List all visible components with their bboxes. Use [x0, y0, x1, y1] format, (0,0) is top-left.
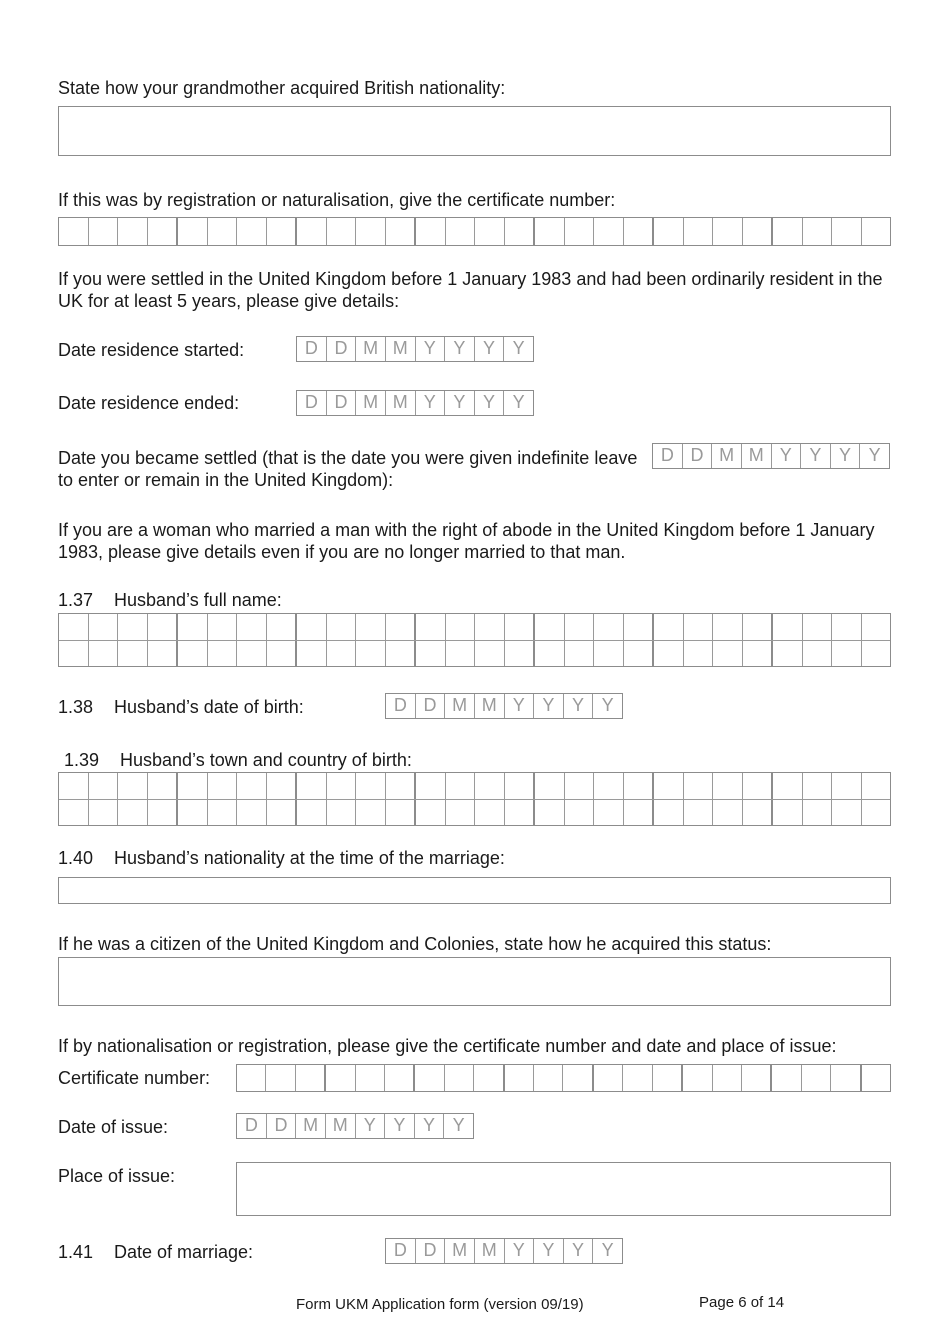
q139-label	[64, 749, 412, 771]
date-digit-placeholder: Y	[563, 694, 593, 718]
char-cell	[236, 641, 266, 667]
char-row	[59, 640, 890, 667]
char-cell	[445, 641, 475, 667]
date-digit-placeholder: D	[244, 1115, 258, 1135]
char-cell	[564, 614, 594, 640]
char-cell	[326, 800, 356, 826]
date-digit-placeholder: M	[474, 1239, 504, 1263]
char-cell	[683, 773, 713, 799]
char-cell	[266, 614, 296, 640]
date-digit-placeholder: Y	[592, 1239, 622, 1263]
date-digit-placeholder: M	[385, 337, 415, 361]
char-cell	[712, 800, 742, 826]
q141-text: Date of marriage:	[114, 1242, 254, 1262]
char-cell	[445, 800, 475, 826]
char-cell	[861, 800, 891, 826]
char-cell	[712, 1065, 741, 1091]
grandmother-nationality-input[interactable]	[58, 106, 891, 156]
date-digit-placeholder: D	[326, 391, 356, 415]
char-cell	[802, 614, 832, 640]
char-cell	[771, 614, 802, 640]
char-cell	[385, 641, 415, 667]
char-cell	[176, 641, 207, 667]
char-cell	[623, 218, 653, 245]
grandmother-nationality-label: State how your grandmother acquired British nationality:	[58, 78, 506, 98]
date-digit-placeholder: D	[393, 695, 407, 715]
place-of-issue-label: Place of issue:	[58, 1166, 176, 1186]
char-cell	[266, 800, 296, 826]
char-cell	[742, 614, 772, 640]
char-cell	[295, 614, 326, 640]
char-cell	[860, 1065, 890, 1091]
char-cell	[147, 614, 177, 640]
q141-number: 1.41	[58, 1242, 94, 1262]
char-cell	[533, 773, 564, 799]
char-cell	[503, 1065, 533, 1091]
became-settled-date[interactable]	[652, 443, 890, 469]
husband-dob-date[interactable]	[385, 693, 623, 719]
date-digit-placeholder: D	[660, 445, 674, 465]
char-cell	[474, 773, 504, 799]
char-cell	[326, 773, 356, 799]
husband-full-name-input[interactable]	[58, 613, 891, 667]
char-cell	[355, 218, 385, 245]
char-cell	[593, 614, 623, 640]
char-cell	[742, 773, 772, 799]
char-cell	[326, 218, 356, 245]
char-cell	[593, 641, 623, 667]
q139-number: 1.39	[64, 750, 100, 770]
char-cell	[236, 800, 266, 826]
char-cell	[533, 614, 564, 640]
char-cell	[861, 773, 891, 799]
date-digit-placeholder: D	[304, 338, 318, 358]
char-cell	[266, 641, 296, 667]
char-cell	[771, 641, 802, 667]
char-cell	[652, 218, 683, 245]
char-cell	[473, 1065, 502, 1091]
char-cell	[59, 641, 88, 667]
char-cell	[533, 800, 564, 826]
char-cell	[117, 800, 147, 826]
char-cell	[861, 641, 891, 667]
char-cell	[236, 218, 266, 245]
char-cell	[266, 218, 296, 245]
char-cell	[504, 773, 534, 799]
char-cell	[830, 1065, 859, 1091]
date-digit-placeholder: M	[355, 391, 385, 415]
char-cell	[504, 218, 534, 245]
char-cell	[831, 614, 861, 640]
char-cell	[117, 614, 147, 640]
q140-number: 1.40	[58, 848, 94, 868]
char-cell	[623, 614, 653, 640]
char-cell	[474, 641, 504, 667]
date-digit-placeholder: M	[741, 444, 771, 468]
char-cell	[295, 641, 326, 667]
char-cell	[355, 614, 385, 640]
husband-cert-number-input[interactable]	[236, 1064, 891, 1092]
char-cell	[445, 218, 475, 245]
char-cell	[771, 800, 802, 826]
char-cell	[474, 800, 504, 826]
char-cell	[385, 773, 415, 799]
char-cell	[295, 218, 326, 245]
char-cell	[59, 218, 88, 245]
date-digit-placeholder: D	[266, 1114, 296, 1138]
place-of-issue-input[interactable]	[236, 1162, 891, 1216]
char-cell	[207, 800, 237, 826]
char-cell	[237, 1065, 265, 1091]
char-cell	[147, 218, 177, 245]
char-cell	[683, 218, 713, 245]
char-cell	[831, 218, 861, 245]
char-cell	[413, 1065, 443, 1091]
footer-page-number: Page 6 of 14	[699, 1294, 785, 1311]
date-digit-placeholder: Y	[563, 1239, 593, 1263]
q137-number: 1.37	[58, 590, 94, 610]
became-settled-label: Date you became settled (that is the date you were given indefinite leave to enter or remain in the United Kingdom):	[58, 448, 638, 490]
char-cell	[683, 800, 713, 826]
date-digit-placeholder: D	[415, 694, 445, 718]
char-cell	[742, 218, 772, 245]
char-cell	[801, 1065, 830, 1091]
char-cell	[741, 1065, 770, 1091]
char-cell	[88, 218, 118, 245]
char-cell	[236, 614, 266, 640]
date-digit-placeholder: Y	[384, 1114, 414, 1138]
date-of-issue-date[interactable]	[236, 1113, 474, 1139]
char-cell	[176, 218, 207, 245]
date-digit-placeholder: Y	[474, 337, 504, 361]
char-cell	[295, 800, 326, 826]
date-digit-placeholder: Y	[474, 391, 504, 415]
date-digit-placeholder: M	[474, 694, 504, 718]
char-cell	[712, 641, 742, 667]
char-cell	[652, 800, 683, 826]
date-digit-placeholder: Y	[504, 1239, 534, 1263]
char-cell	[593, 800, 623, 826]
date-digit-placeholder: Y	[414, 1114, 444, 1138]
char-cell	[593, 218, 623, 245]
char-cell	[802, 218, 832, 245]
char-cell	[652, 1065, 681, 1091]
q138-label	[58, 696, 304, 718]
char-cell	[861, 218, 891, 245]
char-cell	[266, 773, 296, 799]
char-cell	[474, 614, 504, 640]
char-cell	[712, 614, 742, 640]
natreg-label: If by nationalisation or registration, please give the certificate number and date and place of issue:	[58, 1036, 837, 1056]
residence-started-label: Date residence started:	[58, 340, 245, 360]
char-cell	[683, 641, 713, 667]
char-cell	[355, 800, 385, 826]
char-cell	[623, 800, 653, 826]
char-cell	[504, 641, 534, 667]
date-digit-placeholder: Y	[859, 444, 889, 468]
date-digit-placeholder: D	[415, 1239, 445, 1263]
char-cell	[265, 1065, 294, 1091]
char-cell	[88, 800, 118, 826]
date-digit-placeholder: Y	[444, 391, 474, 415]
date-digit-placeholder: Y	[503, 391, 533, 415]
char-cell	[117, 773, 147, 799]
char-cell	[414, 800, 445, 826]
char-cell	[385, 218, 415, 245]
char-cell	[414, 218, 445, 245]
cukc-status-input[interactable]	[58, 957, 891, 1006]
char-cell	[533, 218, 564, 245]
char-cell	[176, 800, 207, 826]
marriage-date[interactable]	[385, 1238, 623, 1264]
date-of-issue-label: Date of issue:	[58, 1117, 169, 1137]
char-cell	[176, 614, 207, 640]
char-cell	[771, 773, 802, 799]
char-cell	[176, 773, 207, 799]
char-cell	[831, 641, 861, 667]
date-digit-placeholder: D	[682, 444, 712, 468]
char-cell	[593, 773, 623, 799]
date-digit-placeholder: Y	[830, 444, 860, 468]
char-cell	[385, 800, 415, 826]
char-cell	[445, 614, 475, 640]
char-cell	[117, 641, 147, 667]
date-digit-placeholder: Y	[771, 444, 801, 468]
date-digit-placeholder: M	[444, 1239, 474, 1263]
char-cell	[59, 614, 88, 640]
char-cell	[592, 1065, 622, 1091]
char-cell	[564, 773, 594, 799]
char-cell	[742, 800, 772, 826]
certificate-number-label: If this was by registration or naturalisation, give the certificate number:	[58, 190, 616, 210]
date-digit-placeholder: M	[385, 391, 415, 415]
char-cell	[326, 614, 356, 640]
char-cell	[355, 641, 385, 667]
char-cell	[444, 1065, 473, 1091]
char-cell	[802, 641, 832, 667]
char-cell	[533, 1065, 562, 1091]
char-cell	[652, 614, 683, 640]
char-cell	[564, 800, 594, 826]
certificate-number-input[interactable]	[58, 217, 891, 246]
footer-form-name: Form UKM Application form (version 09/19)	[296, 1296, 584, 1313]
char-cell	[324, 1065, 354, 1091]
char-cell	[88, 773, 118, 799]
q138-number: 1.38	[58, 697, 94, 717]
char-cell	[652, 773, 683, 799]
char-cell	[207, 773, 237, 799]
char-cell	[712, 773, 742, 799]
char-cell	[861, 614, 891, 640]
char-cell	[385, 614, 415, 640]
q138-text: Husband’s date of birth:	[114, 697, 304, 717]
char-cell	[414, 773, 445, 799]
char-cell	[147, 641, 177, 667]
char-cell	[623, 641, 653, 667]
residence-ended-date[interactable]	[296, 390, 534, 416]
char-cell	[681, 1065, 711, 1091]
char-cell	[147, 800, 177, 826]
char-cell	[445, 773, 475, 799]
date-digit-placeholder: D	[326, 337, 356, 361]
char-row	[59, 773, 890, 799]
char-cell	[117, 218, 147, 245]
husband-nationality-input[interactable]	[58, 877, 891, 904]
q140-text: Husband’s nationality at the time of the marriage:	[114, 848, 505, 868]
char-cell	[207, 218, 237, 245]
date-digit-placeholder: Y	[444, 337, 474, 361]
char-cell	[622, 1065, 651, 1091]
date-digit-placeholder: D	[304, 392, 318, 412]
char-cell	[802, 800, 832, 826]
q139-text: Husband’s town and country of birth:	[120, 750, 412, 770]
date-digit-placeholder: Y	[415, 391, 445, 415]
char-cell	[742, 641, 772, 667]
char-cell	[802, 773, 832, 799]
char-cell	[623, 773, 653, 799]
char-cell	[295, 1065, 324, 1091]
char-cell	[147, 773, 177, 799]
residence-ended-label: Date residence ended:	[58, 393, 240, 413]
char-cell	[562, 1065, 591, 1091]
char-cell	[652, 641, 683, 667]
char-cell	[88, 614, 118, 640]
date-digit-placeholder: M	[444, 694, 474, 718]
char-cell	[207, 641, 237, 667]
char-cell	[414, 641, 445, 667]
char-cell	[88, 641, 118, 667]
husband-birthplace-input[interactable]	[58, 772, 891, 826]
date-digit-placeholder: Y	[415, 337, 445, 361]
char-cell	[683, 614, 713, 640]
date-digit-placeholder: Y	[533, 694, 563, 718]
char-cell	[236, 773, 266, 799]
char-cell	[414, 614, 445, 640]
cert-number-label: Certificate number:	[58, 1068, 211, 1088]
char-cell	[59, 773, 88, 799]
char-cell	[355, 1065, 384, 1091]
char-cell	[831, 773, 861, 799]
q141-label	[58, 1241, 253, 1263]
date-digit-placeholder: Y	[533, 1239, 563, 1263]
date-digit-placeholder: Y	[503, 337, 533, 361]
char-cell	[326, 641, 356, 667]
woman-married-intro: If you are a woman who married a man with the right of abode in the United Kingdom before 1 January 1983, please give details even if you are no longer married to that man.	[58, 520, 875, 562]
char-cell	[474, 218, 504, 245]
date-digit-placeholder: M	[295, 1114, 325, 1138]
q137-text: Husband’s full name:	[114, 590, 282, 610]
char-cell	[504, 800, 534, 826]
char-cell	[504, 614, 534, 640]
date-digit-placeholder: Y	[443, 1114, 473, 1138]
q137-label	[58, 589, 282, 611]
date-digit-placeholder: D	[393, 1240, 407, 1260]
char-cell	[771, 218, 802, 245]
char-cell	[59, 800, 88, 826]
char-cell	[712, 218, 742, 245]
date-digit-placeholder: Y	[355, 1114, 385, 1138]
date-digit-placeholder: Y	[800, 444, 830, 468]
char-cell	[384, 1065, 413, 1091]
date-digit-placeholder: Y	[592, 694, 622, 718]
char-cell	[207, 614, 237, 640]
date-digit-placeholder: Y	[504, 694, 534, 718]
char-row	[59, 614, 890, 640]
date-digit-placeholder: M	[355, 337, 385, 361]
char-cell	[564, 218, 594, 245]
char-cell	[355, 773, 385, 799]
char-cell	[770, 1065, 800, 1091]
char-cell	[533, 641, 564, 667]
settled-intro: If you were settled in the United Kingdom before 1 January 1983 and had been ordinarily resident in the UK for at least 5 years, please give details:	[58, 269, 883, 311]
cukc-label: If he was a citizen of the United Kingdom and Colonies, state how he acquired this status:	[58, 934, 772, 954]
char-cell	[831, 800, 861, 826]
date-digit-placeholder: M	[711, 444, 741, 468]
char-row	[59, 799, 890, 826]
char-cell	[295, 773, 326, 799]
date-digit-placeholder: M	[325, 1114, 355, 1138]
char-cell	[564, 641, 594, 667]
residence-started-date[interactable]	[296, 336, 534, 362]
q140-label	[58, 847, 505, 869]
